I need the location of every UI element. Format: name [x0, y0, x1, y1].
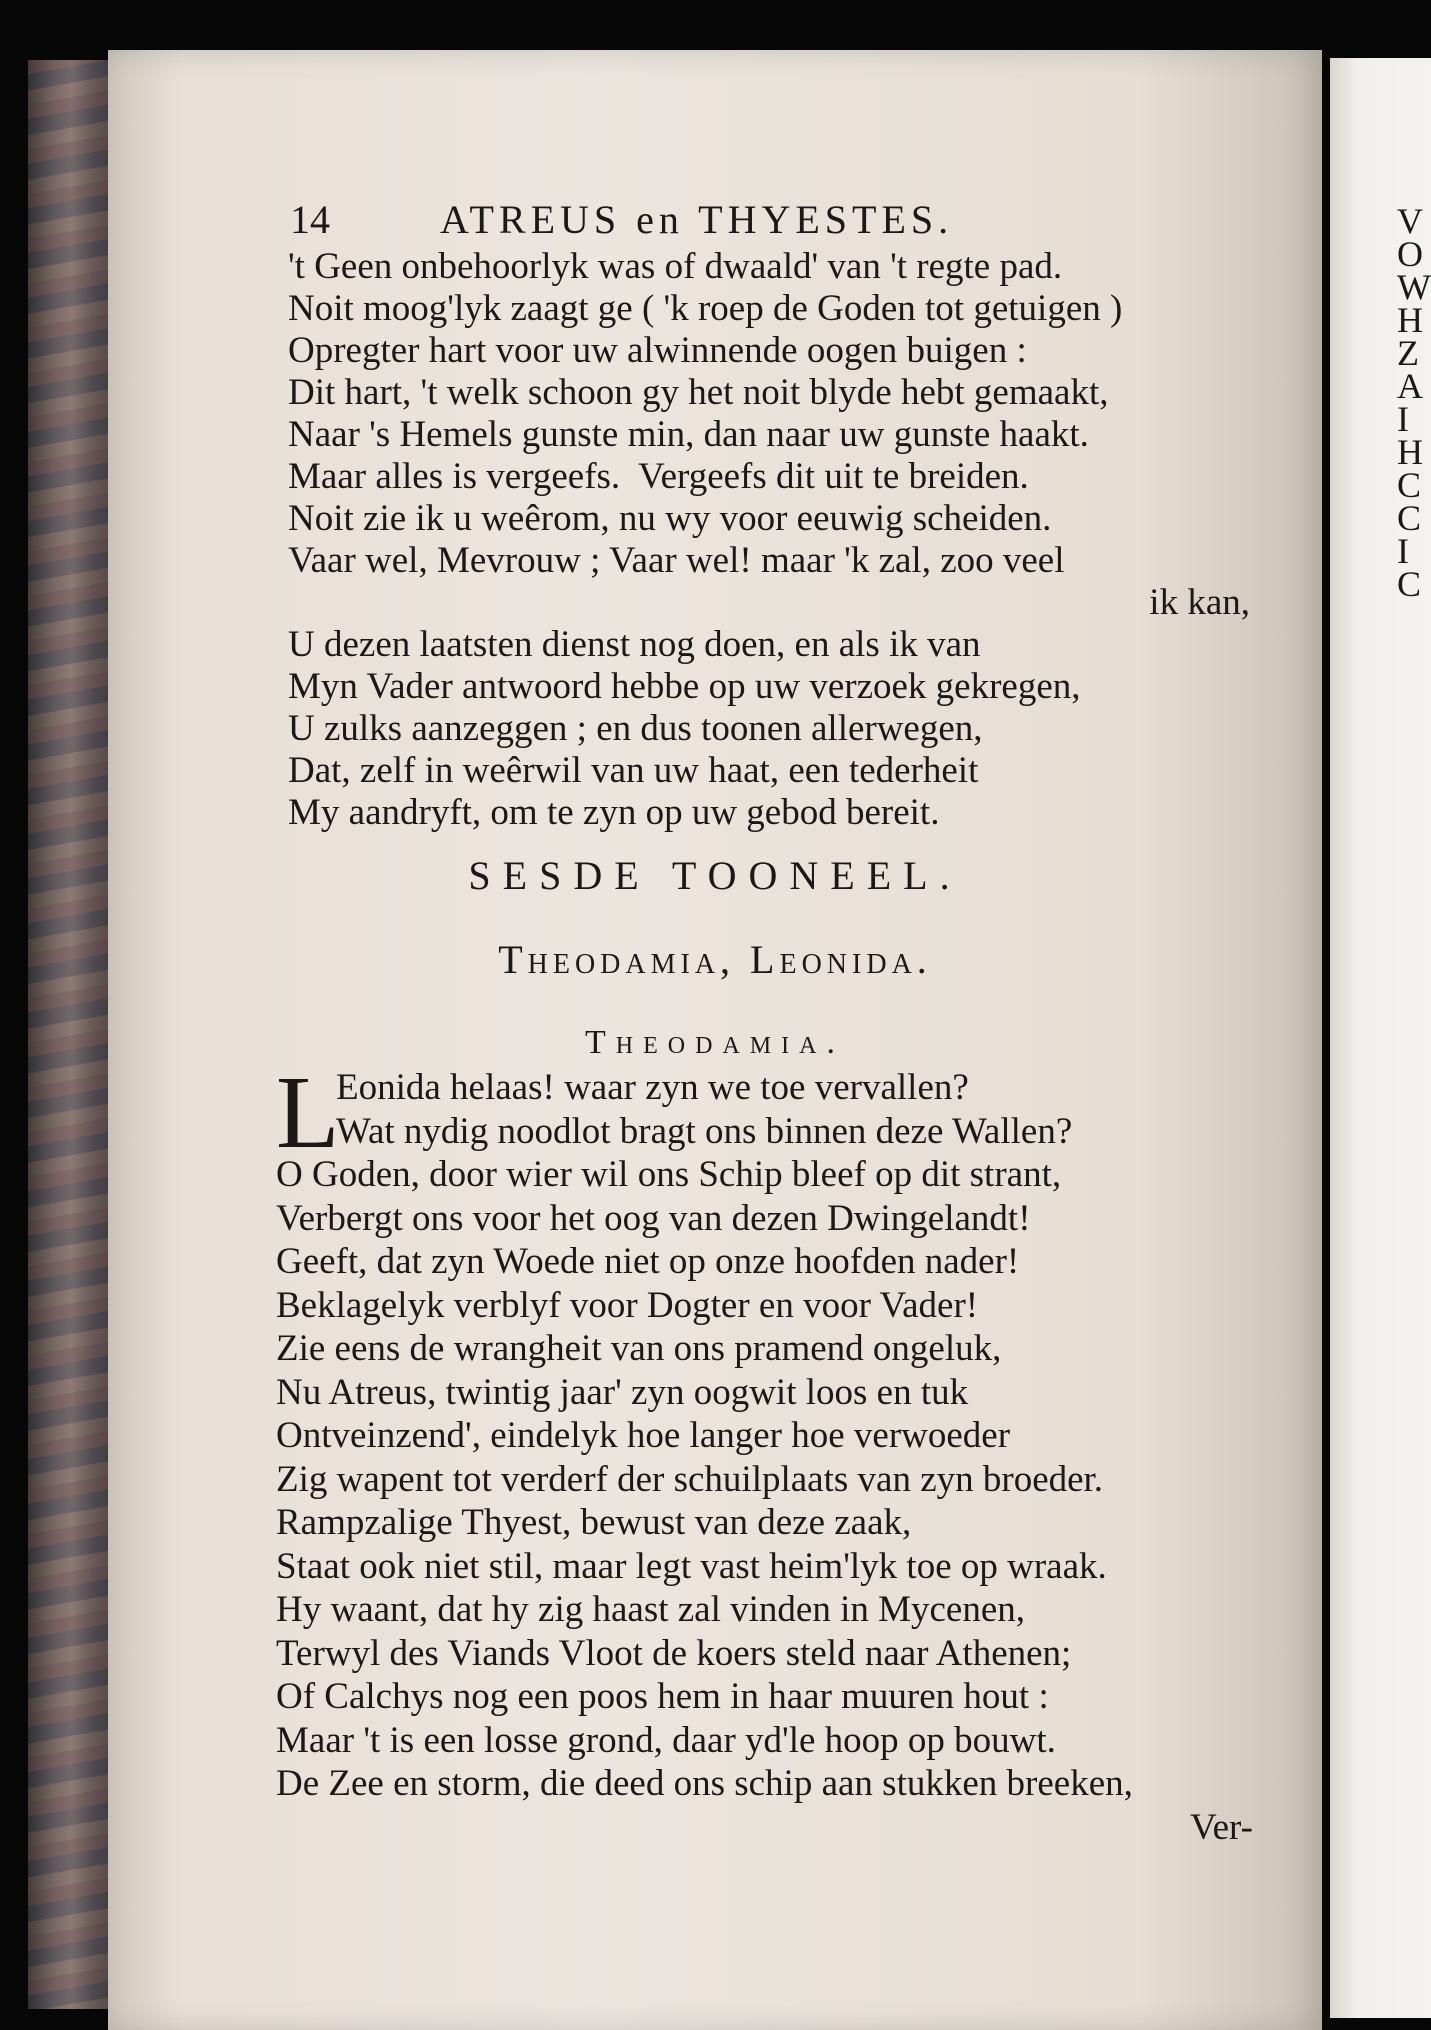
right-page-letter: I — [1397, 531, 1409, 571]
verse-line: Ontveinzend', eindelyk hoe langer hoe verwoeder — [276, 1415, 1011, 1456]
verse-line: Wat nydig noodlot bragt ons binnen deze Wallen? — [336, 1110, 1073, 1152]
right-page-letter: V — [1397, 205, 1423, 241]
verse-line: Terwyl des Viands Vloot de koers steld naar Athenen; — [276, 1632, 1072, 1674]
scene-title: SESDE TOONEEL. — [468, 853, 962, 898]
verse-line: Of Calchys nog een poos hem in haar muuren hout : — [276, 1676, 1049, 1717]
verse-line: Rampzalige Thyest, bewust van deze zaak, — [276, 1502, 912, 1543]
verse-line: U zulks aanzeggen ; en dus toonen allerwegen, — [288, 708, 983, 749]
verse-line: Nu Atreus, twintig jaar' zyn oogwit loos en tuk — [276, 1371, 969, 1413]
verse-line: My aandryft, om te zyn op uw gebod bereit. — [288, 792, 940, 833]
verse-line: Naar 's Hemels gunste min, dan naar uw gunste haakt. — [288, 414, 1089, 455]
right-page-letter: W — [1397, 267, 1431, 307]
right-page-letter: Z — [1397, 333, 1419, 373]
verse-line: Vaar wel, Mevrouw ; Vaar wel! maar 'k zal, zoo veel — [288, 540, 1065, 581]
verse-line: Maar alles is vergeefs. Vergeefs dit uit te breiden. — [288, 456, 1029, 497]
verse-line: Dit hart, 't welk schoon gy het noit blyde hebt gemaakt, — [288, 372, 1109, 413]
verse-line: O Goden, door wier wil ons Schip bleef op dit strant, — [276, 1154, 1062, 1195]
verse-line: Maar 't is een losse grond, daar yd'le hoop op bouwt. — [276, 1719, 1056, 1761]
right-page-letter: H — [1397, 300, 1423, 340]
right-page-letter: I — [1397, 399, 1409, 439]
right-page-letter: O — [1397, 234, 1423, 274]
drop-cap: L — [276, 1055, 340, 1170]
verse-line: De Zee en storm, die deed ons schip aan stukken breeken, — [276, 1763, 1133, 1804]
right-page-letter: C — [1397, 465, 1422, 505]
verse-line: U dezen laatsten dienst nog doen, en als ik van — [288, 624, 981, 665]
right-page-letter: A — [1397, 366, 1423, 406]
speaker-name: Theodamia. — [585, 1024, 845, 1061]
verse-line: Verbergt ons voor het oog van dezen Dwingelandt! — [276, 1197, 1031, 1239]
verse-line: Opregter hart voor uw alwinnende oogen buigen : — [288, 330, 1027, 371]
verse-line: Dat, zelf in weêrwil van uw haat, een tederheit — [288, 750, 979, 791]
right-page-letter: H — [1397, 432, 1423, 472]
verse-line: Myn Vader antwoord hebbe op uw verzoek gekregen, — [288, 666, 1081, 707]
verse-line: ik kan, — [1149, 582, 1250, 623]
verse-line: Staat ook niet stil, maar legt vast heim'lyk toe op wraak. — [276, 1545, 1107, 1587]
verse-line: Noit moog'lyk zaagt ge ( 'k roep de Goden tot getuigen ) — [288, 288, 1123, 329]
page-number: 14 — [290, 197, 330, 242]
verse-block-2 — [276, 1055, 1133, 1806]
right-page-letters — [1397, 205, 1431, 601]
verse-line: Eonida helaas! waar zyn we toe vervallen? — [336, 1067, 969, 1108]
characters-list: Theodamia, Leonida. — [498, 937, 932, 982]
right-page-letter: C — [1397, 498, 1422, 538]
catchword: Ver- — [1190, 1807, 1253, 1848]
verse-line: Noit zie ik u weêrom, nu wy voor eeuwig scheiden. — [288, 498, 1052, 539]
running-title: ATREUS en THYESTES. — [440, 197, 954, 242]
verse-line: Zie eens de wrangheit van ons pramend ongeluk, — [276, 1328, 1002, 1369]
verse-line: Zig wapent tot verderf der schuilplaats van zyn broeder. — [276, 1458, 1104, 1500]
verse-line: Beklagelyk verblyf voor Dogter en voor Vader! — [276, 1284, 979, 1326]
verse-block-1 — [288, 246, 1250, 834]
book-cover-edge — [28, 60, 114, 2009]
right-page-letter: C — [1397, 564, 1422, 601]
verse-line: Geeft, dat zyn Woede niet op onze hoofden nader! — [276, 1241, 1020, 1282]
verse-line: Hy waant, dat hy zig haast zal vinden in Mycenen, — [276, 1589, 1026, 1630]
verse-line: 't Geen onbehoorlyk was of dwaald' van 't regte pad. — [288, 246, 1063, 287]
